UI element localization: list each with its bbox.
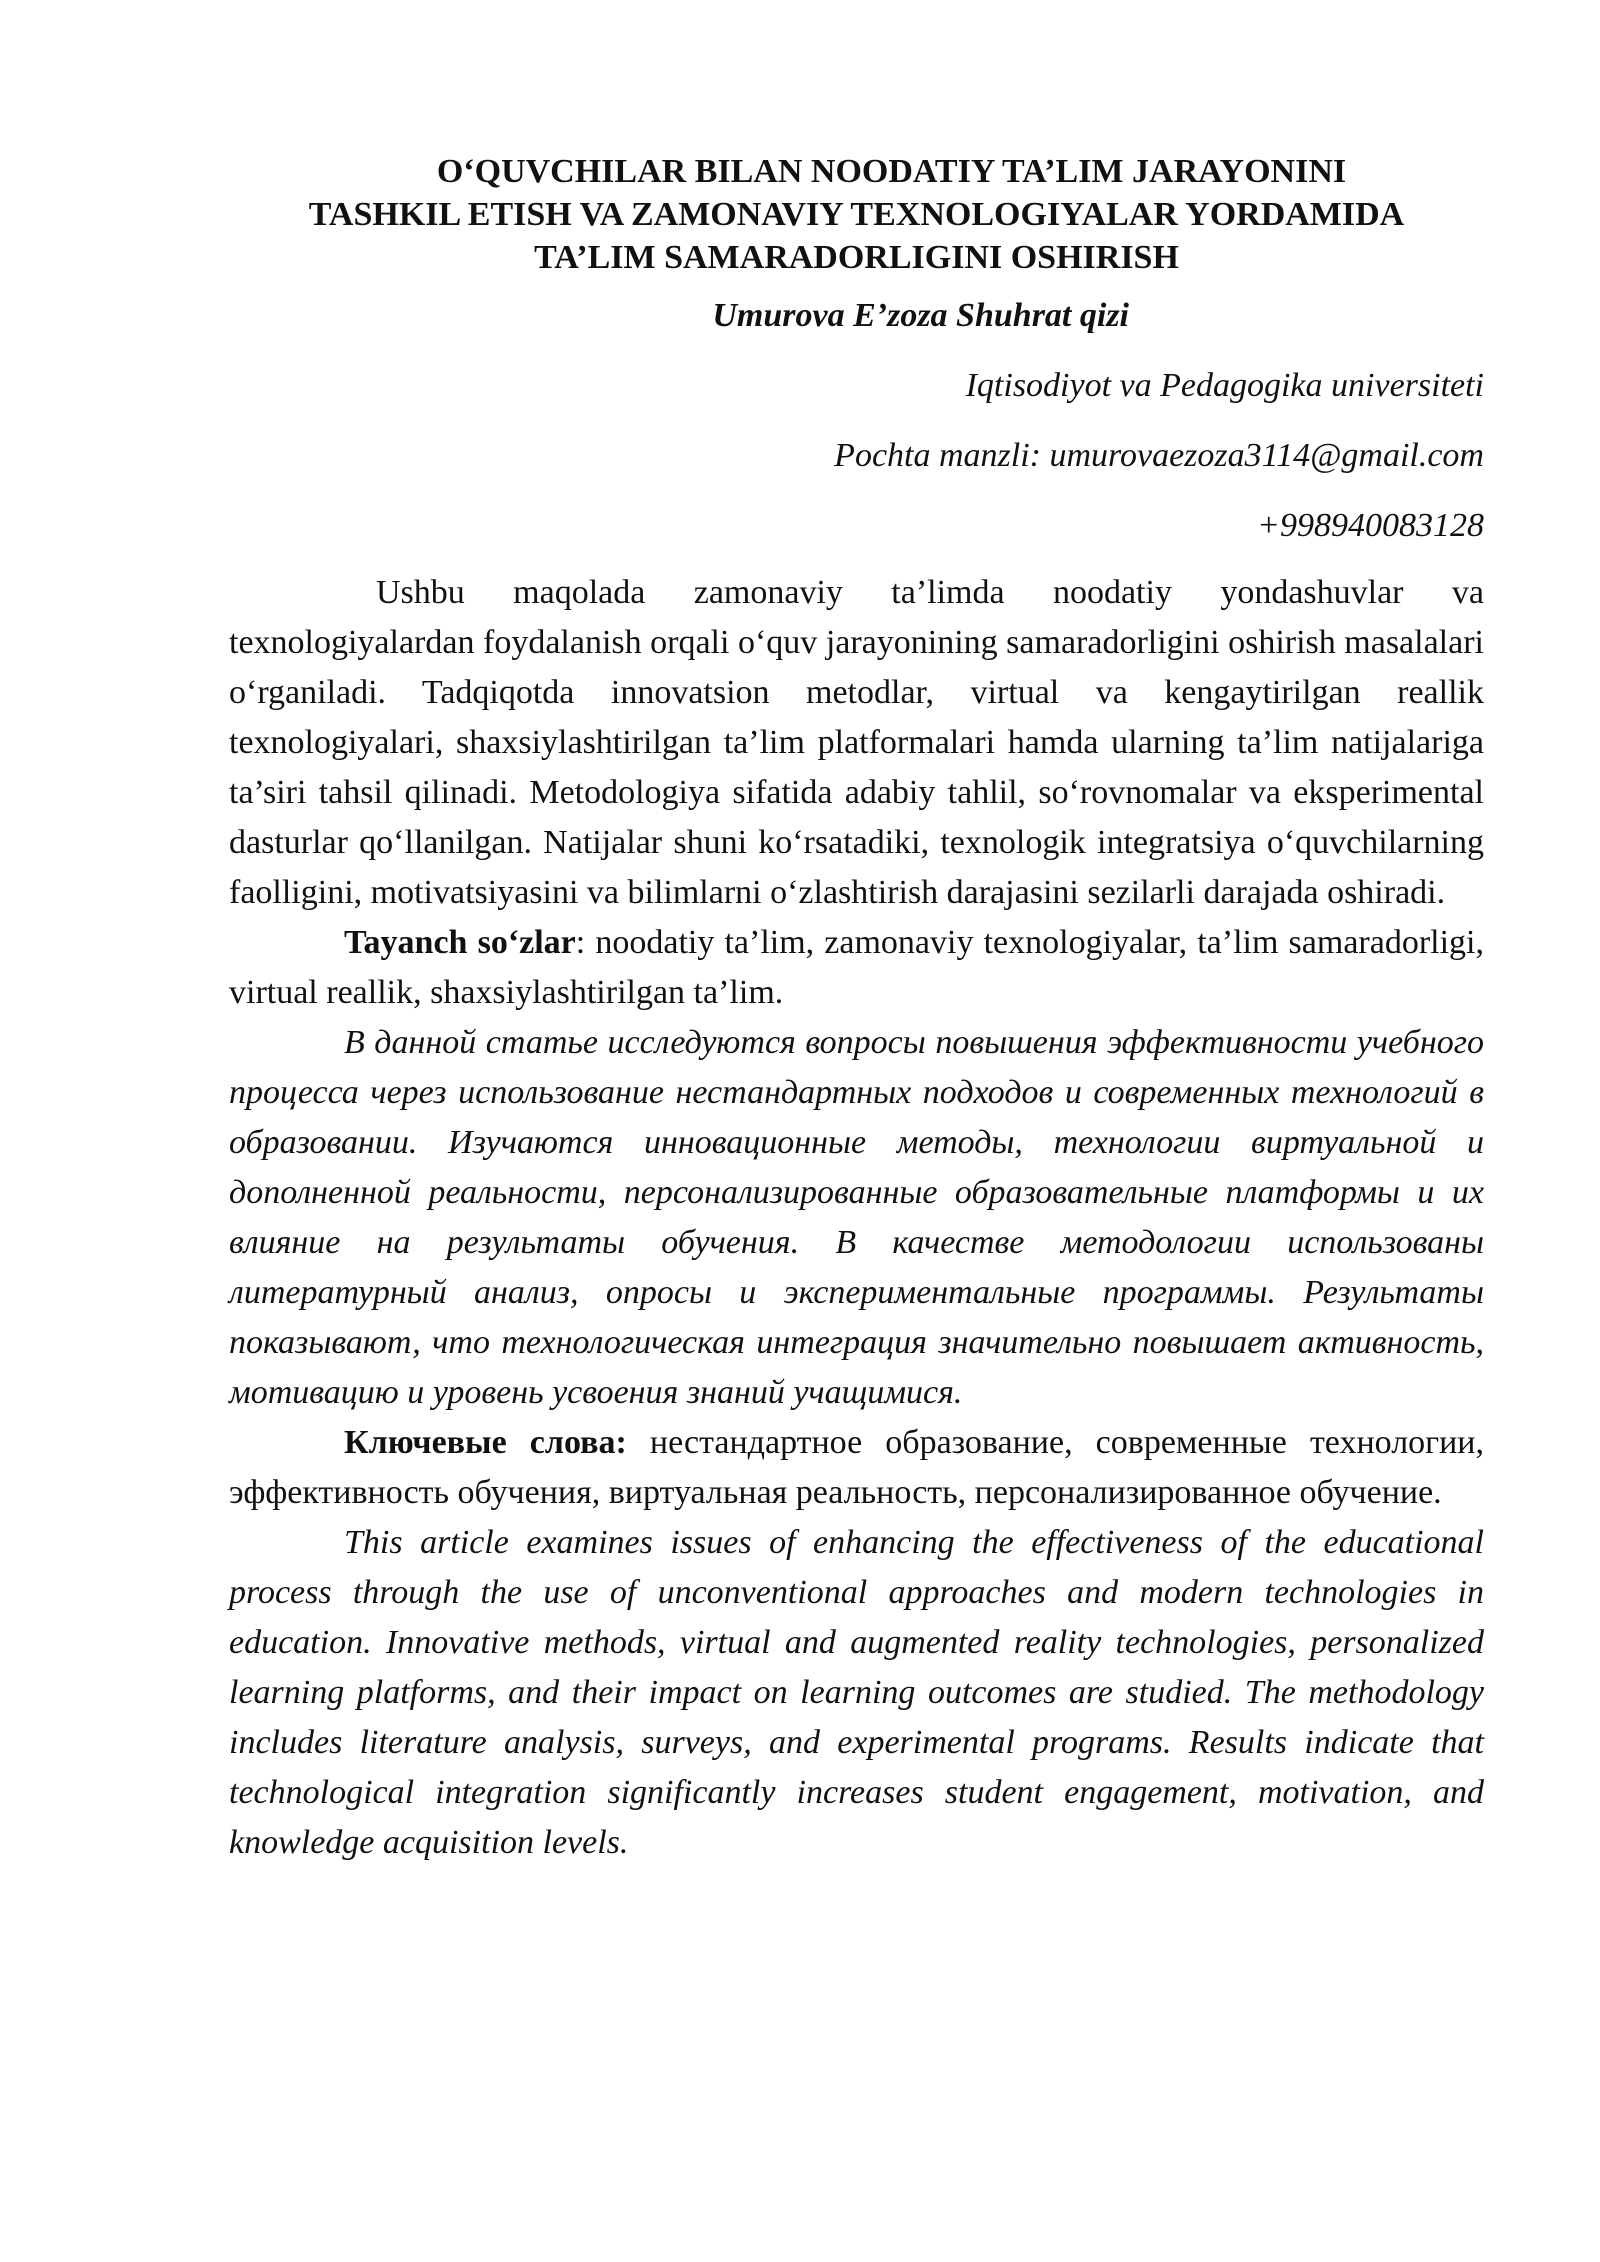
keywords-ru [229,1418,1484,1518]
abstract-uz: Ushbu maqolada zamonaviy ta’limda noodatiy yondashuvlar va texnologiyalardan foydalanish orqali o‘quv jarayonining samaradorligini oshirish masalalari o‘rganiladi. Tadqiqotda innovatsion metodlar, virtual va kengaytirilgan reallik texnologiyalari, shaxsiylashtirilgan ta’lim platformalari hamda ularning ta’lim natijalariga ta’siri tahsil qilinadi. Metodologiya sifatida adabiy tahlil, so‘rovnomalar va eksperimental dasturlar qo‘llanilgan. Natijalar shuni ko‘rsatadiki, texnologik integratsiya o‘quvchilarning faolligini, motivatsiyasini va bilimlarni o‘zlashtirish darajasini sezilarli darajada oshiradi. [229,574,1484,911]
author-name: Umurova E’zoza Shuhrat qizi [712,297,1129,334]
abstract-ru: В данной статье исследуются вопросы повышения эффективности учебного процесса через использование нестандартных подходов и современных технологий в образовании. Изучаются инновационные методы, технологии виртуальной и дополненной реальности, персонализированные образовательные платформы и их влияние на результаты обучения. В качестве методологии использованы литературный анализ, опросы и экспериментальные программы. Результаты показывают, что технологическая интеграция значительно повышает активность, мотивацию и уровень усвоения знаний учащимися. [229,1024,1484,1411]
keywords-uz [229,918,1484,1018]
article-title [229,150,1484,279]
title-line-3: TA’LIM SAMARADORLIGINI OSHIRISH [534,239,1179,276]
keywords-uz-label: Tayanch so‘zlar [344,924,576,961]
abstract-en: This article examines issues of enhancing the effectiveness of the educational process through the use of unconventional approaches and modern technologies in education. Innovative methods, virtual and augmented reality technologies, personalized learning platforms, and their impact on learning outcomes are studied. The methodology includes literature analysis, surveys, and experimental programs. Results indicate that technological integration significantly increases student engagement, motivation, and knowledge acquisition levels. [229,1524,1484,1861]
author-email: Pochta manzli: umurovaezoza3114@gmail.com [834,437,1484,474]
document-page [229,150,1484,1868]
author-phone: +998940083128 [1257,507,1484,544]
title-line-2: TASHKIL ETISH VA ZAMONAVIY TEXNOLOGIYALAR YORDAMIDA [308,196,1405,233]
keywords-uz-list: : noodatiy ta’lim, zamonaviy texnologiyalar, ta’lim samaradorligi, virtual reallik, shaxsiylashtirilgan ta’lim. [229,924,1484,1011]
keywords-ru-list: нестандартное образование, современные технологии, эффективность обучения, виртуальная реальность, персонализированное обучение. [229,1424,1484,1511]
title-line-1: O‘QUVCHILAR BILAN NOODATIY TA’LIM JARAYONINI [436,153,1347,190]
author-affiliation: Iqtisodiyot va Pedagogika universiteti [965,367,1484,404]
keywords-ru-label: Ключевые слова: [344,1424,627,1461]
